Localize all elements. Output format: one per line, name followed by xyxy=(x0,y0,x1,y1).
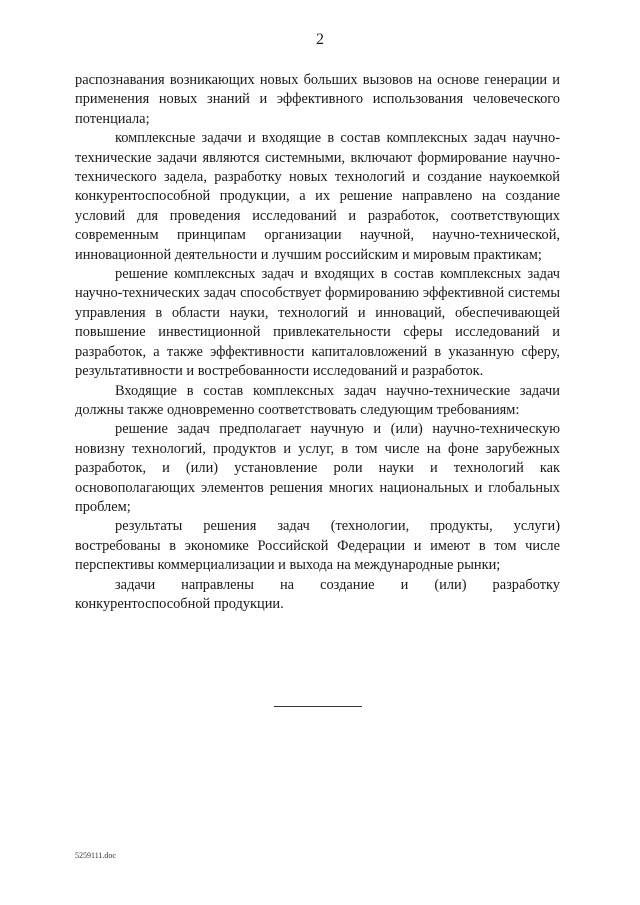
page-number: 2 xyxy=(316,31,324,48)
footer-document-code: 5259111.doc xyxy=(75,851,116,860)
paragraph-requirement-novelty: решение задач предполагает научную и (или) научно-техническую новизну технологий, продуктов и услуг, в том числе на фоне зарубежных разработок, и (или) установление роли науки и технологий как основополагающих элементов решения многих национальных и глобальных проблем; xyxy=(75,421,560,515)
end-separator-line xyxy=(274,706,362,707)
paragraph-complex-tasks-systemic: комплексные задачи и входящие в состав комплексных задач научно-технические задачи являются системными, включают формирование научно-технического задела, разработку новых технологий и создание наукоемкой конкурентоспособной продукции, а их решение направлено на создание условий для проведения исследований и разработок, соответствующих современным принципам организации научной, научно-технической, инновационной деятельности и лучшим российским и мировым практикам; xyxy=(75,130,560,263)
paragraph-requirement-competitive: задачи направлены на создание и (или) разработку конкурентоспособной продукции. xyxy=(75,576,560,612)
paragraph-requirement-demand: результаты решения задач (технологии, продукты, услуги) востребованы в экономике Российской Федерации и имеют в том числе перспективы коммерциализации и выхода на международные рынки; xyxy=(75,518,560,574)
document-body xyxy=(75,71,560,614)
paragraph-requirements-intro: Входящие в состав комплексных задач научно-технические задачи должны также одновременно соответствовать следующим требованиям: xyxy=(75,382,560,418)
paragraph-management-system: решение комплексных задач и входящих в состав комплексных задач научно-технических задач способствует формированию эффективной системы управления в области науки, технологий и инноваций, обеспечивающей повышение инвестиционной привлекательности сферы исследований и разработок, а также эффективности капиталовложений в указанную сферу, результативности и востребованности исследований и разработок. xyxy=(75,266,560,380)
paragraph-continuation: распознавания возникающих новых больших вызовов на основе генерации и применения новых знаний и эффективного использования человеческого потенциала; xyxy=(75,72,560,127)
